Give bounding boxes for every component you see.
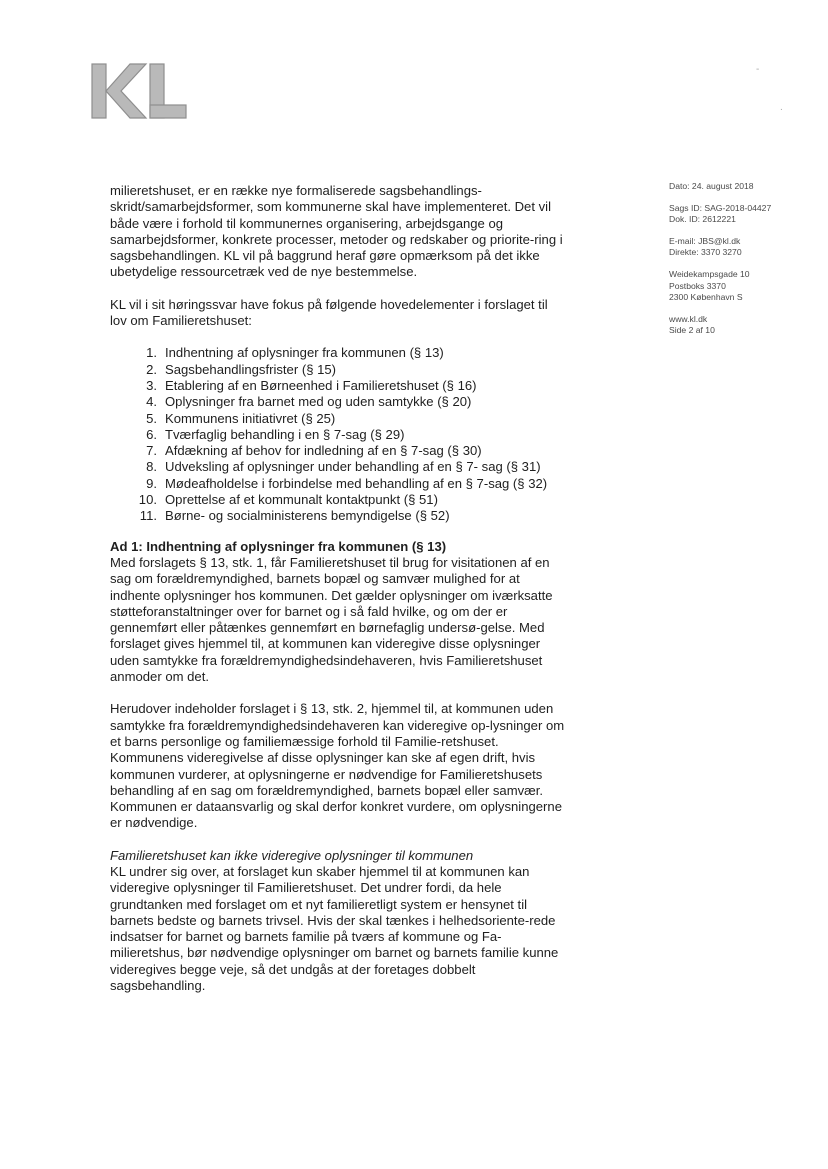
address-block — [669, 269, 809, 304]
date-line: Dato: 24. august 2018 — [669, 181, 754, 191]
case-id-line: Sags ID: SAG-2018-04427 — [669, 202, 772, 213]
paragraph-herudover: Herudover indeholder forslaget i § 13, stk. 2, hjemmel til, at kommunen uden samtykke fra forældremyndighedsindehaveren kan videregive op-lysninger om et barns personlige og familiemæssige forhold til Familie-retshuset. Kommunens videregivelse af disse oplysninger kan ske af egen drift, hvis kommunen vurderer, at oplysningerne er nødvendige for Familieretshusets behandling af en sag om forældremyndighed, barnets bopæl eller samvær. Kommunen er dataansvarlig og skal derfor konkret vurdere, om oplysningerne er nødvendige. — [110, 701, 565, 831]
street-line: Weidekampsgade 10 — [669, 268, 750, 279]
list-item: 8. Udveksling af oplysninger under behandling af en § 7- sag (§ 31) — [146, 459, 541, 475]
subheading-italic: Familieretshuset kan ikke videregive oplysninger til kommunen — [110, 847, 474, 863]
kl-logo-icon — [90, 62, 190, 122]
web-block — [669, 314, 809, 337]
website-line: www.kl.dk — [669, 313, 708, 324]
paragraph-intro: milieretshuset, er en række nye formaliserede sagsbehandlings-skridt/samarbejdsformer, som kommunerne skal have implementeret. Det vil både være i forhold til kommunernes organisering, arbejdsgange og samarbejdsformer, konkrete processer, metoder og redskaber og priorite-ring i sagsbehandlingen. KL vil på baggrund heraf gøre opmærksom på det ikke ubetydelige ressourcetræk ved de nye bestemmelse. — [110, 183, 563, 280]
doc-id-line: Dok. ID: 2612221 — [669, 214, 736, 225]
page-number: Side 2 af 10 — [669, 325, 715, 336]
list-item: 10. Oprettelse af et kommunalt kontaktpunkt (§ 51) — [138, 492, 438, 508]
kl-logo — [90, 62, 190, 122]
list-item: 5. Kommunens initiativret (§ 25) — [146, 410, 336, 426]
scan-speck: . — [780, 102, 783, 113]
list-item: 11. Børne- og socialministerens bemyndigelse (§ 52) — [139, 508, 450, 524]
ids-block — [669, 203, 809, 226]
date-block — [669, 181, 809, 193]
paragraph-kl-undrer: KL undrer sig over, at forslaget kun skaber hjemmel til at kommunen kan videregive oplysninger til Familieretshuset. Det undrer fordi, da hele grundtanken med forslaget om et nyt familieretligt system er hensynet til barnets bedste og barnets trivsel. Hvis der skal tænkes i helhedsoriente-rede indsatser for barnet og barnets familie på tværs af kommune og Fa-milieretshus, bør nødvendige oplysninger om barnet og barnets familie kunne videregives begge veje, så det undgås at der foretages dobbelt sagsbehandling. — [110, 863, 559, 994]
city-line: 2300 København S — [669, 292, 743, 303]
list-item: 6. Tværfaglig behandling i en § 7-sag (§ 29) — [146, 426, 405, 442]
contact-block — [669, 236, 809, 259]
document-body — [110, 183, 565, 994]
paragraph-focus: KL vil i sit høringssvar have fokus på følgende hovedelementer i forslaget til lov om Familieretshuset: — [110, 296, 548, 329]
focus-list — [110, 345, 565, 524]
section-heading-ad1: Ad 1: Indhentning af oplysninger fra kommunen (§ 13) — [110, 538, 447, 554]
paragraph-ad1: Med forslagets § 13, stk. 1, får Familieretshuset til brug for visitationen af en sag om forældremyndighed, barnets bopæl og samvær mulighed for at indhente oplysninger hos kommunen. Det gælder oplysninger om iværksatte støtteforanstaltninger over for barnet og i så fald hvilke, og om der er gennemført eller påtænkes gennemført en børnefaglig undersø-gelse. Med forslaget gives hjemmel til, at kommunen kan videregive disse oplysninger uden samtykke fra forældremyndighedsindehaveren, hvis Familieretshuset anmoder om det. — [110, 554, 553, 685]
list-item: 7. Afdækning af behov for indledning af en § 7-sag (§ 30) — [146, 443, 482, 459]
list-item: 4. Oplysninger fra barnet med og uden samtykke (§ 20) — [146, 394, 472, 410]
list-item: 1. Indhentning af oplysninger fra kommunen (§ 13) — [146, 345, 444, 361]
scan-speck: - — [756, 64, 760, 75]
pobox-line: Postboks 3370 — [669, 280, 726, 291]
email-line: E-mail: JBS@kl.dk — [669, 235, 741, 246]
list-item: 3. Etablering af en Børneenhed i Familieretshuset (§ 16) — [146, 377, 477, 393]
list-item: 9. Mødeafholdelse i forbindelse med behandling af en § 7-sag (§ 32) — [146, 475, 548, 491]
sidebar-meta — [669, 181, 809, 347]
phone-line: Direkte: 3370 3270 — [669, 247, 742, 258]
list-item: 2. Sagsbehandlingsfrister (§ 15) — [146, 361, 337, 377]
